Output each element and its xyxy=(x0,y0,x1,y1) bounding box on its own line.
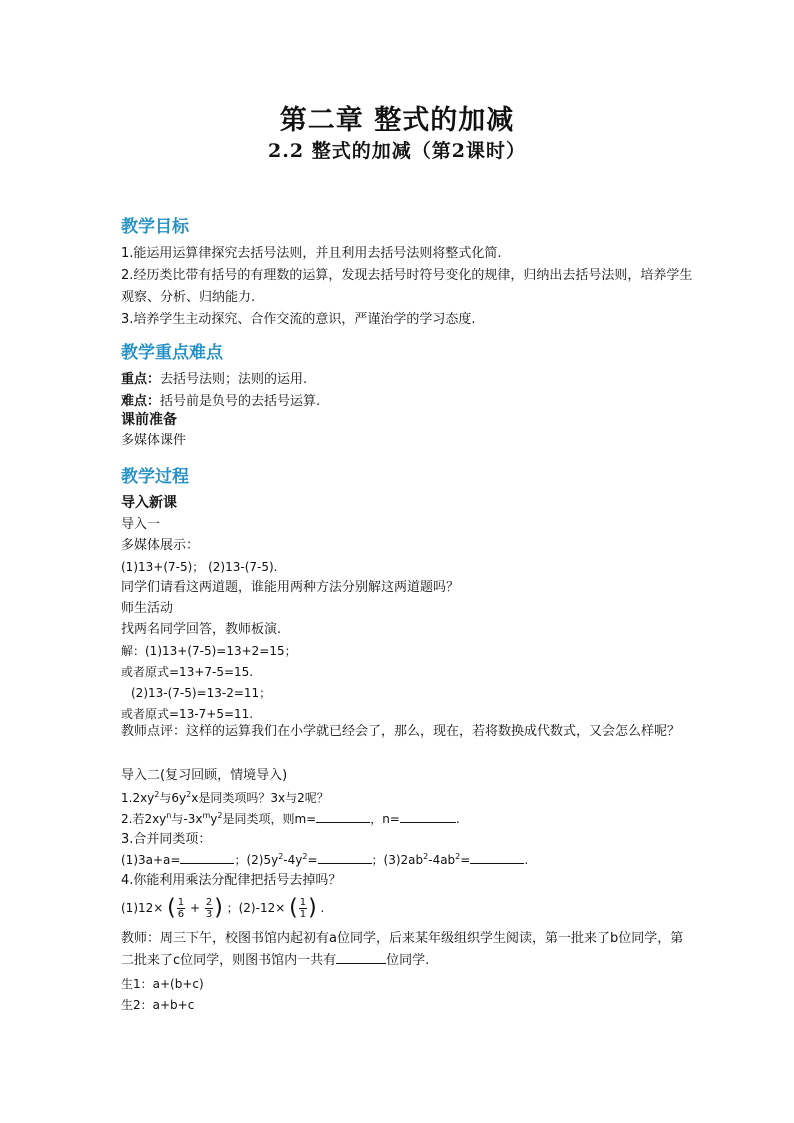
question-4: 4.你能利用乘法分配律把括号去掉吗？ xyxy=(121,873,342,888)
q3-exp-3: 2 xyxy=(423,852,429,861)
q4-part-a: (1)12× xyxy=(121,901,164,915)
teacher-scenario-end: 位同学. xyxy=(386,953,430,968)
question-4-items: (1)12× ( $\frac{1}{6}$ + $\frac{2}{3}$ ) ；(2)-12× ( $\frac{1}{1}$ ) . xyxy=(121,895,325,921)
q3-exp-2: 2 xyxy=(302,852,308,861)
q1-part-b: 与6y xyxy=(159,791,187,805)
q2-part-c: y xyxy=(210,812,218,826)
q3-part-g: = xyxy=(460,853,471,867)
solution-1: 解：(1)13+(7-5)=13+2=15； xyxy=(121,644,297,658)
difficulty-text: 括号前是负号的去括号运算. xyxy=(160,394,321,409)
q2-part-d: 是同类项，则m= xyxy=(222,812,317,826)
difficulty-line xyxy=(121,393,320,411)
answer-blank-n[interactable] xyxy=(400,810,456,823)
objective-3: 3.培养学生主动探究、合作交流的意识，严谨治学的学习态度. xyxy=(121,312,476,327)
q3-part-d: = xyxy=(307,853,318,867)
focus-text: 去括号法则；法则的运用. xyxy=(160,372,308,387)
right-paren-2: ) xyxy=(308,895,317,921)
answer-blank-3-1[interactable] xyxy=(180,851,234,864)
question-3-items xyxy=(121,851,528,869)
q4-part-c: . xyxy=(320,901,325,915)
answer-blank-3-3[interactable] xyxy=(470,851,524,864)
answer-blank-3-2[interactable] xyxy=(318,851,372,864)
exercises: (1)13+(7-5)； (2)13-(7-5). xyxy=(121,560,278,574)
q3-part-b: ；(2)5y xyxy=(234,853,279,867)
question-2 xyxy=(121,810,460,828)
solution-2b: 或者原式=13-7+5=11. xyxy=(121,707,254,721)
teacher-scenario xyxy=(121,928,694,972)
q2-exp-m: m xyxy=(202,811,211,820)
intro-2: 导入二(复习回顾，情境导入) xyxy=(121,768,288,783)
q1-exp-2: 2 xyxy=(186,790,192,799)
intro-heading: 导入新课 xyxy=(121,495,177,511)
q3-part-c: -4y xyxy=(283,853,303,867)
student-1: 生1：a+(b+c) xyxy=(121,977,204,991)
q1-exp-1: 2 xyxy=(154,790,160,799)
q3-part-f: -4ab xyxy=(428,853,456,867)
q2-exp-2: 2 xyxy=(217,811,223,820)
q2-part-e: ，n= xyxy=(370,812,400,826)
board: 找两名同学回答，教师板演. xyxy=(121,622,282,637)
q4-part-b: ；(2)-12× xyxy=(226,901,286,915)
prep-text: 多媒体课件 xyxy=(121,433,187,448)
right-paren: ) xyxy=(214,895,223,921)
lesson-subtitle: 2.2 整式的加减（第2课时） xyxy=(268,140,526,162)
q3-exp-1: 2 xyxy=(278,852,284,861)
objective-2: 2.经历类比带有括号的有理数的运算，发现去括号时符号变化的规律，归纳出去括号法则，培养学生观察、分析、归纳能力. xyxy=(121,268,693,305)
multimedia-show: 多媒体展示： xyxy=(121,538,200,553)
q3-part-h: . xyxy=(524,853,529,867)
q2-exp-n: n xyxy=(166,811,172,820)
question: 同学们请看这两道题，谁能用两种方法分别解这两道题吗？ xyxy=(121,580,460,595)
question-1 xyxy=(121,789,329,807)
answer-blank-total[interactable] xyxy=(336,951,386,964)
question-3: 3.合并同类项： xyxy=(121,832,212,847)
left-paren-2: ( xyxy=(289,895,298,921)
q2-part-f: . xyxy=(455,812,460,826)
teacher-scenario-text: 教师：周三下午，校图书馆内起初有a位同学，后来某年级组织学生阅读，第一批来了b位同学，第二批来了c位同学，则图书馆内一共有 xyxy=(121,931,684,968)
fraction-2: $\frac{2}{3}$ xyxy=(205,897,213,920)
difficulty-label: 难点： xyxy=(121,394,161,409)
activity: 师生活动 xyxy=(121,601,174,616)
q1-part-c: x是同类项吗？3x与2呢？ xyxy=(191,791,329,805)
prep-heading: 课前准备 xyxy=(121,412,177,428)
fraction-3: $\frac{1}{1}$ xyxy=(299,897,307,920)
intro-1: 导入一 xyxy=(121,517,161,532)
focus-label: 重点： xyxy=(121,372,161,387)
focus-line xyxy=(121,371,307,389)
process-heading: 教学过程 xyxy=(121,467,189,487)
left-paren: ( xyxy=(167,895,176,921)
q3-part-a: (1)3a+a= xyxy=(121,853,181,867)
objective-1: 1.能运用运算律探究去括号法则，并且利用去括号法则将整式化简. xyxy=(121,246,502,261)
solution-1b: 或者原式=13+7-5=15. xyxy=(121,665,254,679)
objectives-heading: 教学目标 xyxy=(121,217,189,237)
q3-exp-4: 2 xyxy=(455,852,461,861)
answer-blank-m[interactable] xyxy=(316,810,370,823)
q1-part-a: 1.2xy xyxy=(121,791,155,805)
q3-part-e: ；(3)2ab xyxy=(371,853,424,867)
fraction-1: $\frac{1}{6}$ xyxy=(177,897,185,920)
solution-2: (2)13-(7-5)=13-2=11； xyxy=(131,686,272,700)
q2-part-a: 2.若2xy xyxy=(121,812,167,826)
chapter-title: 第二章 整式的加减 xyxy=(279,105,515,136)
teacher-comment: 教师点评：这样的运算我们在小学就已经会了，那么，现在，若将数换成代数式，又会怎么样呢？ xyxy=(121,724,681,739)
q2-part-b: 与-3x xyxy=(171,812,203,826)
keypoints-heading: 教学重点难点 xyxy=(121,343,223,363)
student-2: 生2：a+b+c xyxy=(121,998,195,1012)
